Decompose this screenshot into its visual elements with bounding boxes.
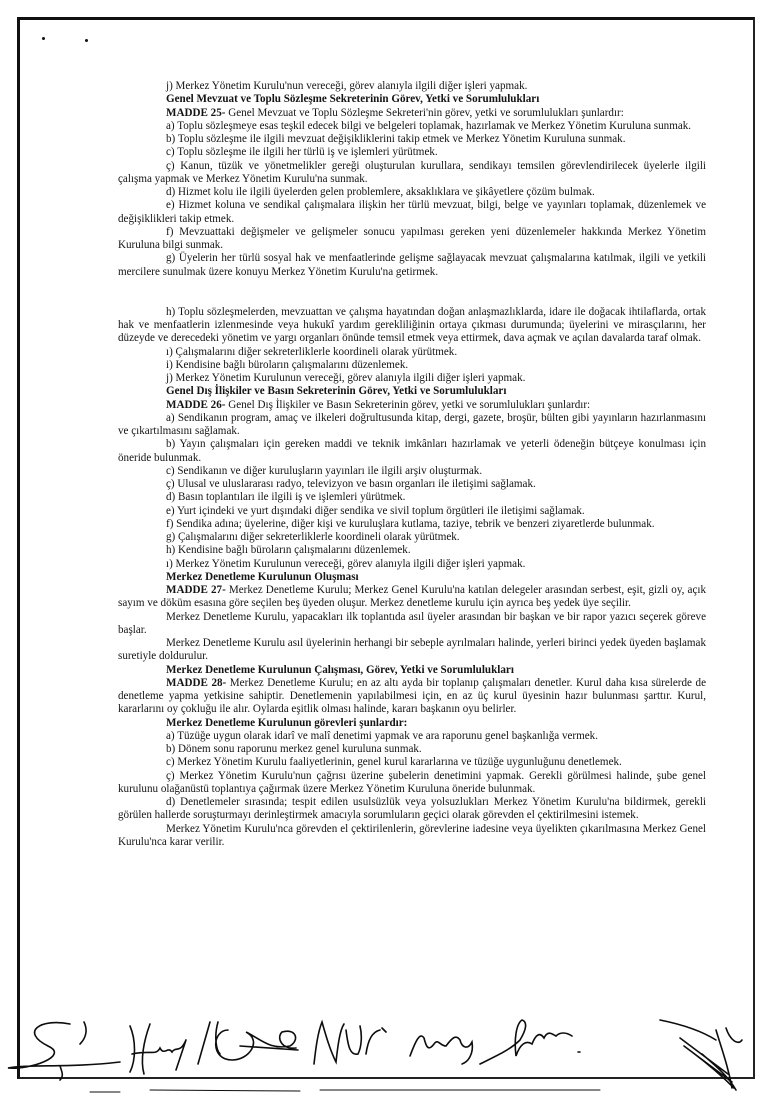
article-paragraph bbox=[118, 584, 706, 611]
article-number: MADDE 28- bbox=[166, 676, 227, 689]
clause-paragraph: i) Kendisine bağlı büroların çalışmalarını düzenlemek. bbox=[166, 358, 409, 371]
article-text: Merkez Denetleme Kurulu; en az altı ayda bir toplanıp çalışmaları denetler. Kurul daha kısa sürelerde de denetleme yapma yetkisine sahiptir. Denetlemenin yapılabilmesi için, en az üç kurul üyesinin hazır bulunması şarttır. Kurul, kararlarını oy çokluğu ile alır. Oylarda eşitlik olması halinde, kararı başkanın oyu belirler. bbox=[118, 676, 706, 716]
signature-7 bbox=[660, 1020, 742, 1090]
clause-paragraph: g) Üyelerin her türlü sosyal hak ve menfaatlerinde gelişme sağlayacak mevzuat çalışmalarına katılmak, ilgili ve yetkili mercilere sunulmak üzere konuyu Merkez Yönetim Kurulu'na getirmek. bbox=[118, 252, 706, 278]
scan-speck bbox=[42, 37, 45, 40]
clause-paragraph: c) Merkez Yönetim Kurulu faaliyetlerinin, genel kurul kararlarına ve tüzüğe uygunluğunu denetlemek. bbox=[166, 756, 622, 769]
clause-paragraph: h) Kendisine bağlı büroların çalışmalarını düzenlemek. bbox=[166, 544, 411, 557]
clause-paragraph: c) Toplu sözleşme ile ilgili her türlü iş ve işlemleri yürütmek. bbox=[166, 146, 438, 159]
scan-speck bbox=[85, 39, 88, 42]
clause-paragraph: b) Yayın çalışmaları için gereken maddi ve teknik imkânları hazırlamak ve yeterli ödeneğin bütçeye konulması için öneride bulunmak. bbox=[118, 438, 706, 464]
section-heading: Merkez Denetleme Kurulunun Çalışması, Görev, Yetki ve Sorumlulukları bbox=[166, 663, 514, 676]
clause-paragraph: b) Toplu sözleşme ile ilgili mevzuat değişikliklerini takip etmek ve Merkez Yönetim Kuruluna sunmak. bbox=[166, 133, 626, 145]
clause-paragraph: d) Hizmet kolu ile ilgili üyelerden gelen problemlere, aksaklıklara ve şikâyetlere çözüm bulmak. bbox=[166, 186, 595, 198]
clause-paragraph: f) Mevzuattaki değişmeler ve gelişmeler sonucu yapılması gereken yeni düzenlemeler hakkında Merkez Yönetim Kuruluna bilgi sunmak. bbox=[118, 225, 706, 251]
article-number: MADDE 27- bbox=[166, 584, 226, 596]
paragraph-gap bbox=[118, 279, 706, 306]
clause-paragraph: Merkez Denetleme Kurulu, yapacakları ilk toplantıda asıl üyeler arasından bir başkan ve bir rapor yazıcı seçerek göreve başlar. bbox=[118, 610, 706, 636]
signature-2 bbox=[130, 1022, 210, 1074]
clause-paragraph: a) Toplu sözleşmeye esas teşkil edecek bilgi ve belgeleri toplamak, hazırlamak ve Merkez Yönetim Kuruluna sunmak. bbox=[166, 119, 692, 132]
section-heading: Merkez Denetleme Kurulunun Oluşması bbox=[166, 570, 359, 583]
section-heading: Genel Mevzuat ve Toplu Sözleşme Sekreterinin Görev, Yetki ve Sorumlulukları bbox=[166, 93, 540, 106]
article-number: MADDE 26- bbox=[166, 398, 226, 411]
clause-paragraph: Merkez Yönetim Kurulu'nca görevden el çektirilenlerin, görevlerine iadesine veya üyelikten çıkarılmasına Merkez Genel Kurulu'nca karar verilir. bbox=[118, 822, 706, 848]
clause-paragraph: ç) Kanun, tüzük ve yönetmelikler gereği oluşturulan kurullara, sendikayı temsilen görevlendirilecek üyelerle ilgili çalışma yapmak ve Merkez Yönetim Kurulu'na sunmak. bbox=[118, 159, 706, 185]
clause-paragraph: a) Sendikanın program, amaç ve ilkeleri doğrultusunda kitap, dergi, gazete, broşür, bülten gibi yayınların hazırlanmasını ve çıkartılmasını sağlamak. bbox=[118, 411, 706, 437]
article-text: Merkez Denetleme Kurulu; Merkez Genel Kurulu'na katılan delegeler arasından serbest, eşit, gizli oy, açık sayım ve döküm esasına göre seçilen beş üyeden oluşur. Merkez denetleme kurulu için ayrıca beş yedek üye seçilir. bbox=[118, 584, 706, 610]
clause-paragraph: d) Basın toplantıları ile ilgili iş ve işlemleri yürütmek. bbox=[166, 491, 406, 504]
document-body bbox=[118, 80, 706, 849]
article-paragraph bbox=[118, 107, 706, 120]
clause-paragraph: a) Tüzüğe uygun olarak idarî ve malî denetimi yapmak ve ara raporunu genel başkanlığa vermek. bbox=[166, 729, 598, 742]
clause-paragraph: e) Yurt içindeki ve yurt dışındaki diğer sendika ve sivil toplum örgütleri ile iletişimi sağlamak. bbox=[166, 504, 585, 517]
article-text: Genel Mevzuat ve Toplu Sözleşme Sekreteri'nin görev, yetki ve sorumlulukları şunlardır: bbox=[225, 106, 624, 119]
article-number: MADDE 25- bbox=[166, 106, 226, 119]
clause-paragraph: e) Hizmet koluna ve sendikal çalışmalara ilişkin her türlü mevzuat, bilgi, belge ve yayınları toplamak, düzenlemek ve değişiklikleri takip etmek. bbox=[118, 199, 706, 225]
signature-4 bbox=[314, 1022, 386, 1064]
clause-paragraph: ı) Merkez Yönetim Kurulunun vereceği, görev alanıyla ilgili diğer işleri yapmak. bbox=[166, 557, 526, 570]
signature-6 bbox=[480, 1020, 580, 1064]
signature-underline bbox=[90, 1090, 600, 1092]
clause-paragraph: f) Sendika adına; üyelerine, diğer kişi ve kuruluşlara kutlama, taziye, tebrik ve benzeri ziyaretlerde bulunmak. bbox=[166, 517, 655, 530]
clause-paragraph: b) Dönem sonu raporunu merkez genel kuruluna sunmak. bbox=[166, 743, 422, 755]
clause-paragraph: Merkez Denetleme Kurulu asıl üyelerinin herhangi bir sebeple ayrılmaları halinde, yerleri birinci yedek üyeden başlamak suretiyle doldurulur. bbox=[118, 637, 706, 663]
clause-paragraph: j) Merkez Yönetim Kurulunun vereceği, görev alanıyla ilgili diğer işleri yapmak. bbox=[166, 372, 526, 384]
clause-paragraph: j) Merkez Yönetim Kurulu'nun vereceği, görev alanıyla ilgili diğer işleri yapmak. bbox=[166, 80, 528, 92]
clause-paragraph: ç) Ulusal ve uluslararası radyo, televizyon ve basın organları ile iletişimi sağlamak. bbox=[166, 478, 536, 490]
article-paragraph bbox=[118, 677, 706, 717]
clause-paragraph: d) Denetlemeler sırasında; tespit edilen usulsüzlük veya yolsuzlukları Merkez Yönetim Kurulu'na bildirmek, gerekli görülen hallerde soruşturmayı derinleştirmek amacıyla sorumluların geçici olarak görevden el çektirilmesini istemek. bbox=[118, 796, 706, 822]
article-text: Genel Dış İlişkiler ve Basın Sekreterinin görev, yetki ve sorumlulukları şunlardır: bbox=[225, 398, 591, 411]
section-heading: Merkez Denetleme Kurulunun görevleri şunlardır: bbox=[166, 716, 408, 729]
clause-paragraph: c) Sendikanın ve diğer kuruluşların yayınları ile ilgili arşiv oluşturmak. bbox=[166, 464, 483, 477]
signature-1 bbox=[8, 1022, 120, 1080]
clause-paragraph: h) Toplu sözleşmelerden, mevzuattan ve çalışma hayatından doğan anlaşmazlıklarda, idare ile doğacak ihtilaflarda, ortak hak ve menfaatlerin izlenmesinde veya hukukî yardım gerekliliğinin ortaya çıkması durumunda; üyelerini ve mirasçılarını, her düzeyde ve derecedeki yönetim ve yargı organları önünde temsil etmek veya ettirmek, dava açmak ve açılan davalarda taraf olmak. bbox=[118, 305, 706, 345]
clause-paragraph: ı) Çalışmalarını diğer sekreterliklerle koordineli olarak yürütmek. bbox=[166, 345, 458, 358]
article-paragraph bbox=[118, 399, 706, 412]
signature-5 bbox=[410, 1036, 472, 1064]
clause-paragraph: ç) Merkez Yönetim Kurulu'nun çağrısı üzerine şubelerin denetimini yapmak. Gerekli görülmesi halinde, şube genel kurulunu olağanüstü toplantıya çağırmak üzere Merkez Yönetim Kuruluna öneride bulunmak. bbox=[118, 769, 706, 795]
signature-area bbox=[0, 1010, 768, 1098]
section-heading: Genel Dış İlişkiler ve Basın Sekreterinin Görev, Yetki ve Sorumlulukları bbox=[166, 385, 507, 398]
signature-3 bbox=[216, 1022, 298, 1060]
clause-paragraph: g) Çalışmalarını diğer sekreterliklerle koordineli olarak yürütmek. bbox=[166, 531, 460, 543]
